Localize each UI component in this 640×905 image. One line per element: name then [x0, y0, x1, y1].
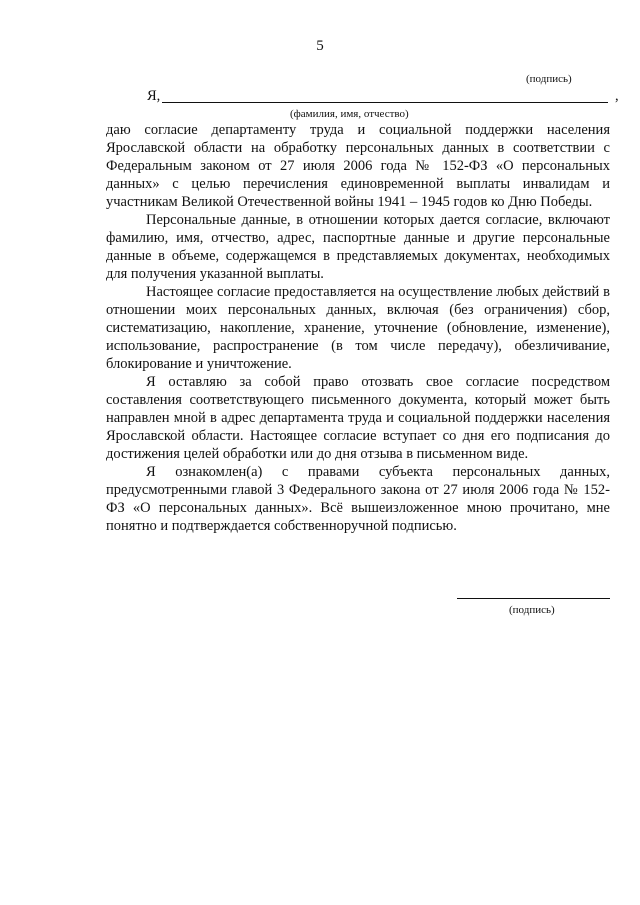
signature-caption-bottom: (подпись)	[509, 604, 555, 616]
full-name-blank-line	[162, 102, 608, 103]
name-prefix: Я,	[147, 88, 161, 104]
full-name-row	[147, 88, 627, 108]
consent-paragraph: даю согласие департаменту труда и социальной поддержки населения Ярославской области на обработку персональных данных в соответствии с Федеральным законом от 27 июля 2006 года № 152-ФЗ «О персональных данных» с целью перечисления единовременной выплаты инвалидам и участникам Великой Отечественной войны 1941 – 1945 годов ко Дню Победы.	[106, 122, 610, 210]
full-name-caption: (фамилия, имя, отчество)	[290, 108, 409, 120]
signature-caption-top: (подпись)	[526, 73, 572, 85]
name-suffix: ,	[615, 88, 619, 104]
page-number: 5	[316, 38, 324, 54]
consent-paragraph: Персональные данные, в отношении которых дается согласие, включают фамилию, имя, отчество, адрес, паспортные данные и другие персональные данные в объеме, содержащемся в представляемых документах, необходимых для получения указанной выплаты.	[106, 212, 610, 282]
consent-body	[106, 121, 610, 535]
consent-paragraph: Я ознакомлен(а) с правами субъекта персональных данных, предусмотренными главой 3 Федерального закона от 27 июля 2006 года № 152-ФЗ «О персональных данных». Всё вышеизложенное мною прочитано, мне понятно и подтверждается собственноручной подписью.	[106, 464, 610, 534]
consent-paragraph: Я оставляю за собой право отозвать свое согласие посредством составления соответствующего письменного документа, который может быть направлен мной в адрес департамента труда и социальной поддержки населения Ярославской области. Настоящее согласие вступает со дня его подписания до достижения целей обработки или до дня отзыва в письменном виде.	[106, 374, 610, 462]
consent-paragraph: Настоящее согласие предоставляется на осуществление любых действий в отношении моих персональных данных, включая (без ограничения) сбор, систематизацию, накопление, хранение, уточнение (обновление, изменение), использование, распространение (в том числе передачу), обезличивание, блокирование и уничтожение.	[106, 284, 610, 372]
signature-blank-line	[457, 598, 610, 599]
